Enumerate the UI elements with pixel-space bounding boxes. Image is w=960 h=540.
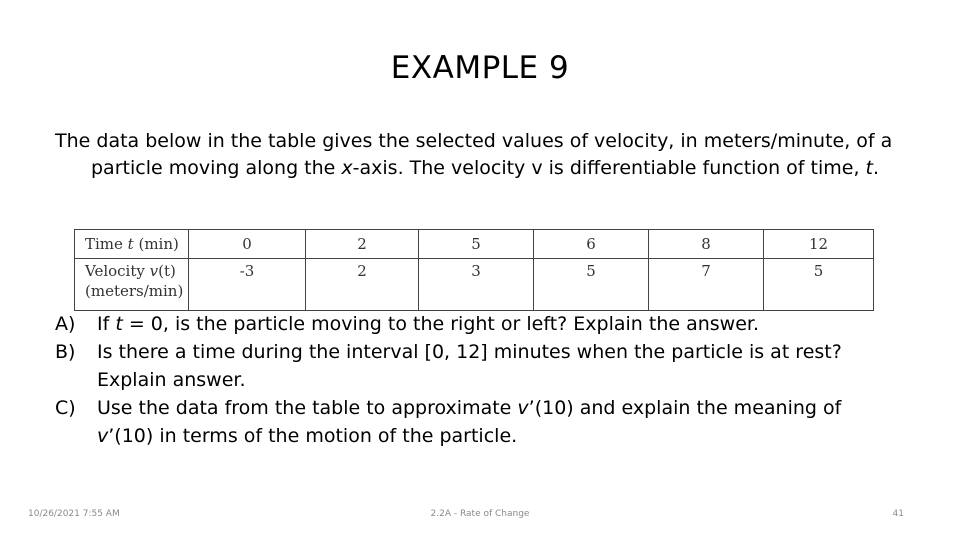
- row-header-time: Time t (min): [75, 230, 189, 259]
- footer-date: 10/26/2021 7:55 AM: [28, 509, 120, 519]
- row-header-velocity: Velocity v(t) (meters/min): [75, 259, 189, 311]
- question-a: A) If t = 0, is the particle moving to the right or left? Explain the answer.: [55, 310, 900, 338]
- table-cell: 5: [534, 259, 649, 311]
- table-row-velocity: [75, 259, 874, 311]
- question-label: B): [55, 341, 76, 363]
- question-b: B) Is there a time during the interval [0, 12] minutes when the particle is at rest? Explain answer.: [55, 338, 900, 394]
- table-cell: 2: [306, 259, 419, 311]
- question-list: [55, 310, 900, 450]
- intro-text: The data below in the table gives the selected values of velocity, in meters/minute, of a particle moving along the x-axis. The velocity v is differentiable function of time, t.: [55, 130, 893, 179]
- table-cell: 5: [764, 259, 874, 311]
- table-row-time: [75, 230, 874, 259]
- question-label: C): [55, 397, 76, 419]
- table-cell: 3: [419, 259, 534, 311]
- question-c: C) Use the data from the table to approximate v’(10) and explain the meaning of v’(10) in terms of the motion of the particle.: [55, 394, 900, 450]
- table-cell: 12: [764, 230, 874, 259]
- footer-title: 2.2A - Rate of Change: [430, 509, 530, 519]
- question-label: A): [55, 313, 76, 335]
- table-cell: 2: [306, 230, 419, 259]
- slide-title: EXAMPLE 9: [390, 50, 570, 86]
- velocity-table: [74, 229, 874, 307]
- table-cell: 6: [534, 230, 649, 259]
- table-cell: -3: [189, 259, 306, 311]
- table-cell: 8: [649, 230, 764, 259]
- page-number: 41: [892, 509, 904, 519]
- table-cell: 5: [419, 230, 534, 259]
- table-cell: 7: [649, 259, 764, 311]
- table-cell: 0: [189, 230, 306, 259]
